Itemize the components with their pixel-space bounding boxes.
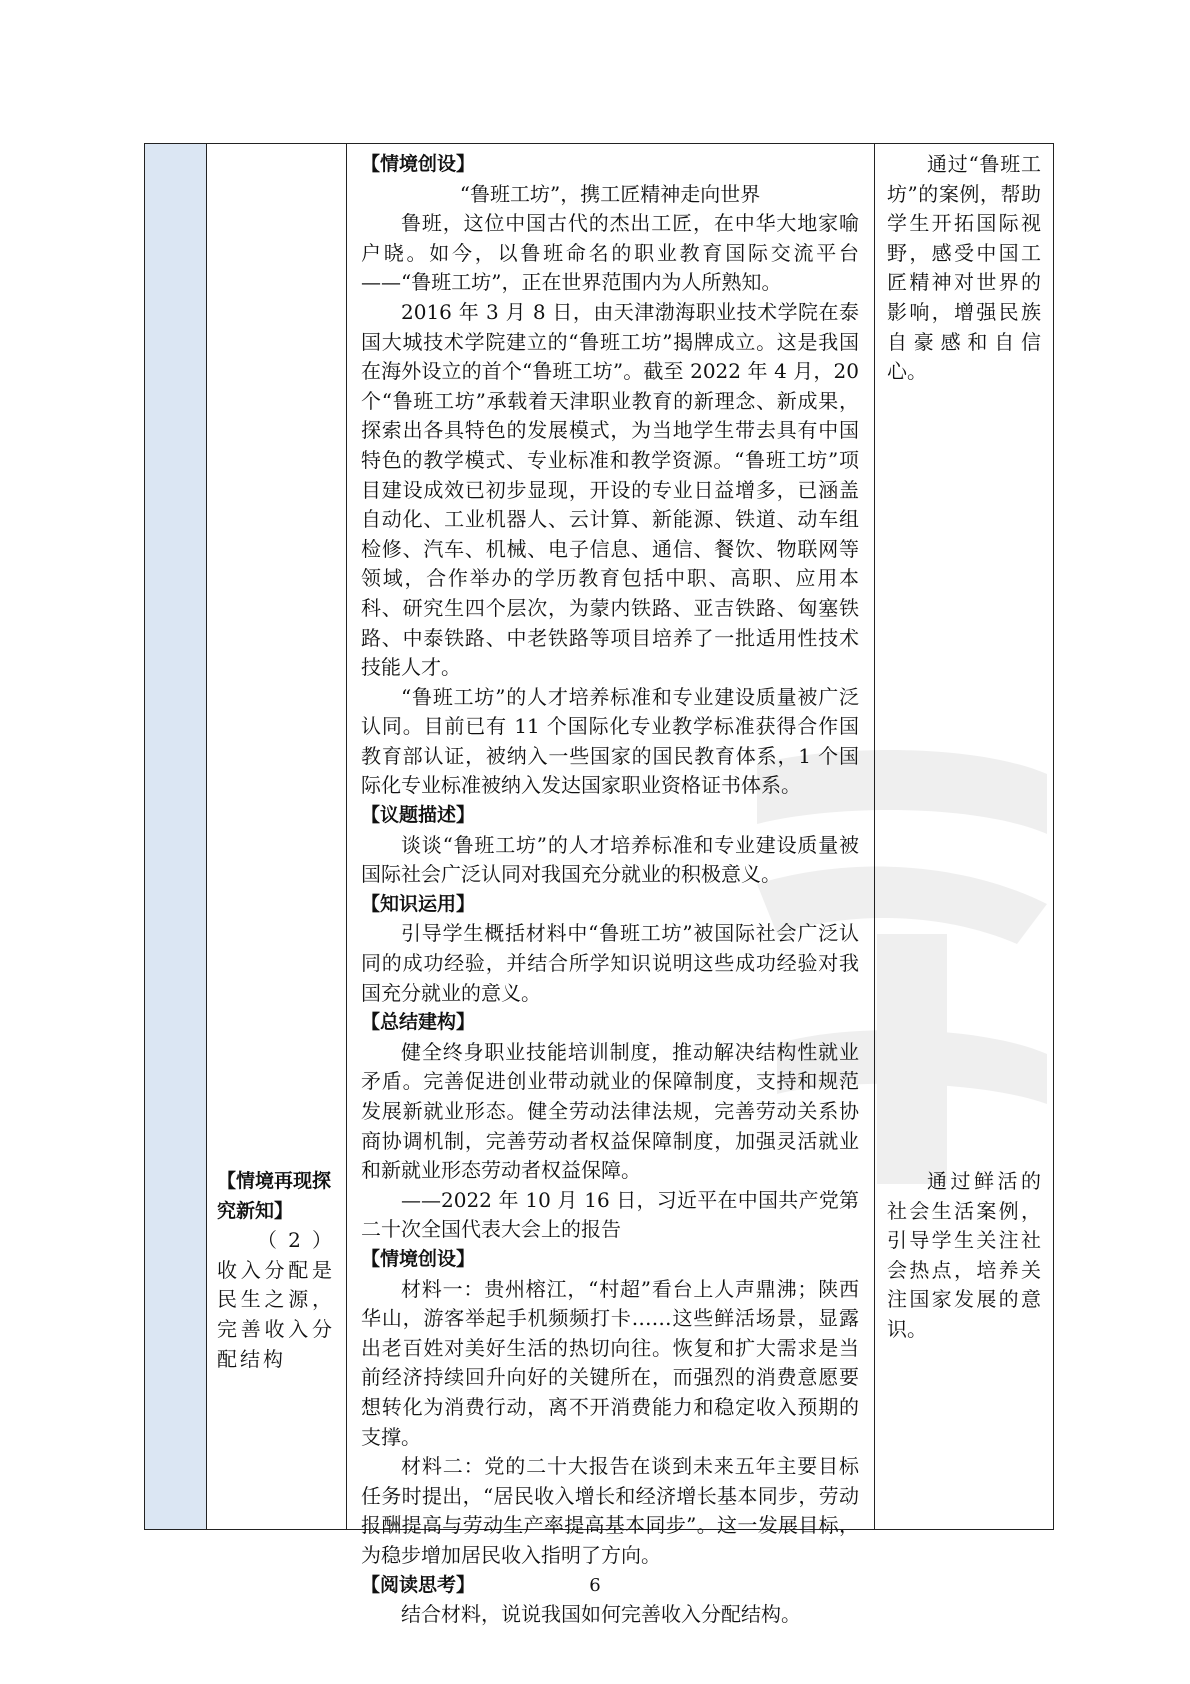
paragraph-application: 引导学生概括材料中“鲁班工坊”被国际社会广泛认同的成功经验，并结合所学知识说明这些成功经验对我国充分就业的意义。 (361, 921, 859, 1005)
intent-note-1 (887, 150, 1041, 387)
stage-column (145, 144, 207, 1529)
paragraph-luban-recognition: “鲁班工坊”的人才培养标准和专业建设质量被广泛认同。目前已有 11 个国际化专业教学标准获得合作国教育部认证，被纳入一些国家的国民教育体系，1 个国际化专业标准被纳入发达国家职业资格证书体系。 (361, 684, 859, 798)
intent-column (875, 144, 1053, 1529)
paragraph-luban-intro: 鲁班，这位中国古代的杰出工匠，在中华大地家喻户晓。如今，以鲁班命名的职业教育国际交流平台——“鲁班工坊”，正在世界范围内为人所熟知。 (361, 211, 859, 295)
intent-note-1-text: 通过“鲁班工坊”的案例，帮助学生开拓国际视野，感受中国工匠精神对世界的影响，增强民族自豪感和自信心。 (887, 152, 1041, 384)
section-subtitle: （2）收入分配是民生之源，完善收入分配结构 (217, 1228, 335, 1371)
intent-note-2 (887, 1167, 1041, 1345)
intent-note-2-text: 通过鲜活的社会生活案例，引导学生关注社会热点，培养关注国家发展的意识。 (887, 1169, 1041, 1341)
heading-reading-thinking: 【阅读思考】 (361, 1573, 476, 1596)
activity-column (347, 144, 875, 1627)
paragraph-topic: 谈谈“鲁班工坊”的人才培养标准和专业建设质量被国际社会广泛认同对我国充分就业的积极意义。 (361, 832, 859, 887)
case-title: “鲁班工坊”，携工匠精神走向世界 (459, 181, 761, 206)
paragraph-quote-source: ——2022 年 10 月 16 日，习近平在中国共产党第二十次全国代表大会上的报告 (361, 1187, 859, 1242)
heading-scene-setup-2: 【情境创设】 (361, 1247, 476, 1270)
heading-topic-description: 【议题描述】 (361, 804, 476, 827)
heading-summary: 【总结建构】 (361, 1011, 476, 1034)
page-number: 6 (589, 1575, 601, 1596)
heading-scene-setup: 【情境创设】 (361, 153, 476, 175)
paragraph-material-2: 材料二：党的二十大报告在谈到未来五年主要目标任务时提出，“居民收入增长和经济增长基本同步，劳动报酬提高与劳动生产率提高基本同步”。这一发展目标，为稳步增加居民收入指明了方向。 (361, 1454, 859, 1567)
paragraph-luban-workshop: 2016 年 3 月 8 日，由天津渤海职业技术学院在泰国大城技术学院建立的“鲁班工坊”揭牌成立。这是我国在海外设立的首个“鲁班工坊”。截至 2022 年 4 月，20 个“鲁班工坊”承载着天津职业教育的新理念、新成果，探索出各具特色的发展模式，为当地学生带去具有中国特色的教学模式、专业标准和教学资源。“鲁班工坊”项目建设成效已初步显现，开设的专业日益增多，已涵盖自动化、工业机器人、云计算、新能源、铁道、动车组检修、汽车、机械、电子信息、通信、餐饮、物联网等领域，合作举办的学历教育包括中职、高职、应用本科、研究生四个层次，为蒙内铁路、亚吉铁路、匈塞铁路、中泰铁路、中老铁路等项目培养了一批适用性技术技能人才。 (361, 299, 859, 680)
activity-content (361, 150, 859, 1630)
paragraph-question: 结合材料，说说我国如何完善收入分配结构。 (401, 1602, 801, 1627)
paragraph-summary: 健全终身职业技能培训制度，推动解决结构性就业矛盾。完善促进创业带动就业的保障制度，支持和规范发展新就业形态。健全劳动法律法规，完善劳动关系协商协调机制，完善劳动者权益保障制度，加强灵活就业和新就业形态劳动者权益保障。 (361, 1039, 859, 1183)
section-label (217, 1167, 335, 1374)
section-column (207, 144, 347, 1529)
section-heading: 【情境再现探究新知】 (217, 1170, 332, 1222)
lesson-table (144, 143, 1054, 1627)
heading-knowledge-application: 【知识运用】 (361, 892, 476, 915)
paragraph-material-1: 材料一：贵州榕江，“村超”看台上人声鼎沸；陕西华山，游客举起手机频频打卡……这些鲜活场景，显露出老百姓对美好生活的热切向往。恢复和扩大需求是当前经济持续回升向好的关键所在，而强烈的消费意愿要想转化为消费行动，离不开消费能力和稳定收入预期的支撑。 (361, 1276, 859, 1449)
